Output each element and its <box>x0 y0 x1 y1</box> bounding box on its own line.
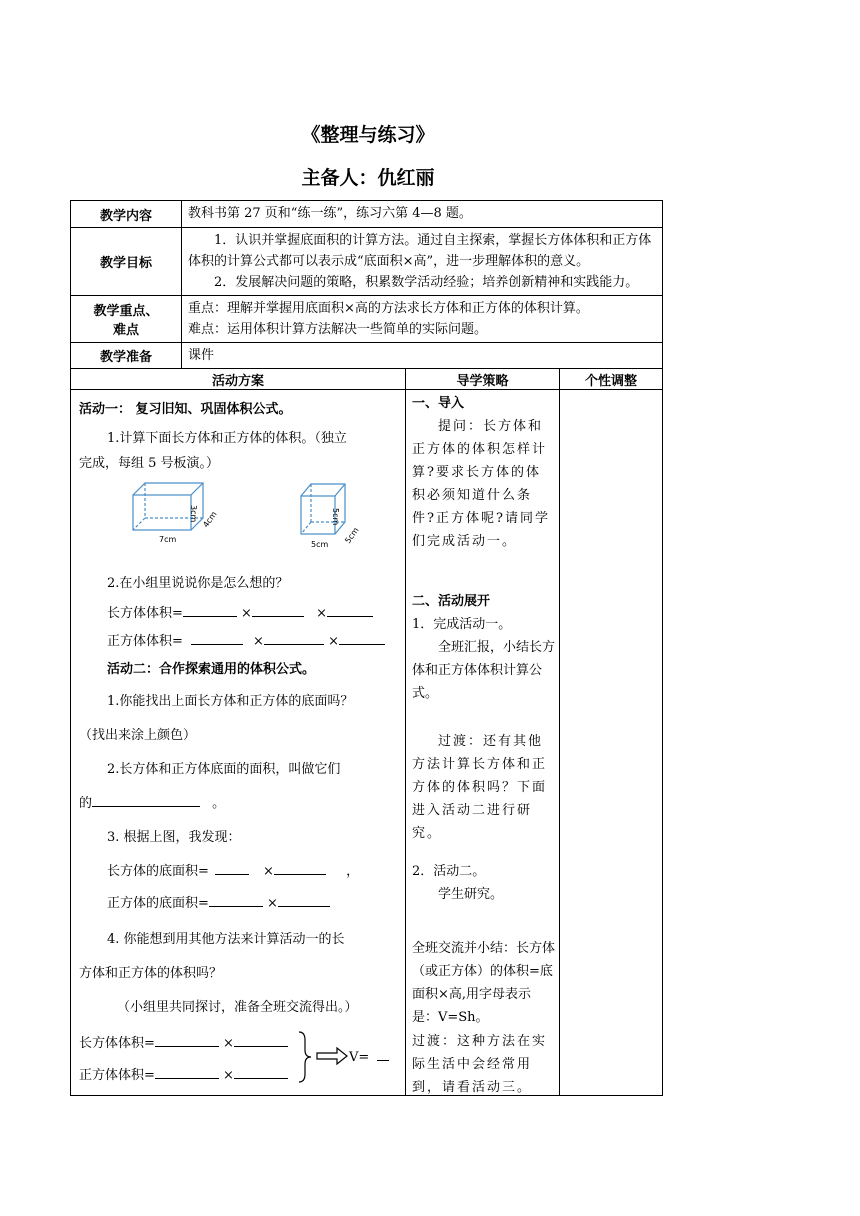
cube-figure <box>293 480 371 552</box>
content-label: 教学内容 <box>71 201 182 228</box>
act2-q4-line2: 方体和正方体的体积吗？ <box>79 966 223 981</box>
goals-label: 教学目标 <box>71 228 182 296</box>
general-cube-blank: 正方体体积= × <box>79 1064 399 1083</box>
key-label <box>71 296 182 343</box>
strategy-summary: 全班交流并小结：长方体（或正方体）的体积=底面积×高,用字母表示是：V=Sh。 <box>412 941 556 1025</box>
act2-title: 活动二：合作探索通用的体积公式。 <box>107 662 316 677</box>
cuboid-height-label: 3cm <box>189 505 198 523</box>
prep-text: 课件 <box>182 343 663 369</box>
strategy-step2: 2．活动二。 <box>412 864 486 879</box>
act2-q2-line2: 的 。 <box>79 792 399 811</box>
prep-label: 教学准备 <box>71 343 182 369</box>
key-point: 重点：理解并掌握用底面积×高的方法求长方体和正方体的体积计算。 <box>188 301 589 316</box>
cube-height-label: 5cm <box>331 508 340 526</box>
general-formula: V= <box>349 1046 399 1065</box>
goals-p2: 2．发展解决问题的策略，积累数学活动经验；培养创新精神和实践能力。 <box>214 275 639 290</box>
strategy-activity-title: 二、活动展开 <box>412 594 491 609</box>
cuboid-length-label: 7cm <box>159 535 177 544</box>
formula-cube-blank: 正方体体积= × × <box>107 630 399 649</box>
strategy-intro-title: 一、导入 <box>412 396 465 411</box>
content-text: 教科书第 27 页和“练一练”，练习六第 4—8 题。 <box>182 201 663 228</box>
key-label-line1: 教学重点、 <box>93 304 159 319</box>
act1-title: 活动一： 复习旧知、巩固体积公式。 <box>79 402 292 417</box>
brace-arrow <box>293 1030 353 1086</box>
cuboid-base-blank: 长方体的底面积= × ， <box>107 860 399 879</box>
act2-q4-line1: 4. 你能想到用其他方法来计算活动一的长 <box>107 932 345 947</box>
cube-length-label: 5cm <box>311 540 329 549</box>
cuboid-width-label: 4cm <box>201 509 219 530</box>
page-title: 《整理与练习》 <box>301 124 435 146</box>
cuboid-top-edge <box>191 483 203 495</box>
q2: 2.在小组里说说你是怎么想的？ <box>107 576 289 591</box>
arrow-icon <box>317 1048 347 1064</box>
act2-q3: 3. 根据上图，我发现： <box>107 830 241 845</box>
guide-strategy <box>406 390 559 1095</box>
header-strategy: 导学策略 <box>406 369 560 390</box>
act2-q2-line1: 2.长方体和正方体底面的面积，叫做它们 <box>107 762 341 777</box>
strategy-step1: 1．完成活动一。 <box>412 617 512 632</box>
header-adjust: 个性调整 <box>560 369 663 390</box>
strategy-transition2: 过渡：这种方法在实际生活中会经常用到，请看活动三。 <box>412 1034 548 1095</box>
act2-q1-line1: 1.你能找出上面长方体和正方体的底面吗？ <box>107 694 354 709</box>
cuboid-figure <box>123 478 235 544</box>
q1-line1: 1.计算下面长方体和正方体的体积。（独立 <box>107 431 347 446</box>
lesson-table <box>70 200 663 1096</box>
strategy-step1-report: 全班汇报，小结长方体和正方体体积计算公式。 <box>412 640 556 701</box>
formula-cuboid-blank: 长方体体积= × × <box>107 602 399 621</box>
strategy-step2-research: 学生研究。 <box>438 887 504 902</box>
cuboid-front <box>133 495 191 530</box>
right-brace <box>299 1032 311 1082</box>
act2-q4-note: （小组里共同探讨，准备全班交流得出。） <box>117 1000 358 1015</box>
q1-line2: 完成，每组 5 号板演。） <box>79 456 220 471</box>
cube-top-edge <box>335 484 345 496</box>
goals-p1: 1．认识并掌握底面积的计算方法。通过自主探索，掌握长方体体积和正方体体积的计算公式都可以表示成“底面积×高”，进一步理解体积的意义。 <box>188 233 652 269</box>
difficult-point: 难点：运用体积计算方法解决一些简单的实际问题。 <box>188 322 488 337</box>
general-cuboid-blank: 长方体体积= × <box>79 1032 399 1051</box>
key-label-line2: 难点 <box>112 323 139 338</box>
cube-base-blank: 正方体的底面积= × <box>107 892 399 911</box>
strategy-transition1: 过渡：还有其他方法计算长方体和正方体的体积吗？下面进入活动二进行研究。 <box>412 734 548 841</box>
header-plan: 活动方案 <box>71 369 406 390</box>
activity-plan <box>71 390 405 1095</box>
cube-width-label: 5cm <box>343 525 361 546</box>
adjust-cell <box>560 390 663 1096</box>
strategy-intro-text: 提问：长方体和正方体的体积怎样计算?要求长方体的体积必须知道什么条件?正方体呢?请同学们完成活动一。 <box>412 419 550 549</box>
page-subtitle: 主备人：仇红丽 <box>301 167 435 189</box>
act2-q1-line2: （找出来涂上颜色） <box>79 728 197 743</box>
